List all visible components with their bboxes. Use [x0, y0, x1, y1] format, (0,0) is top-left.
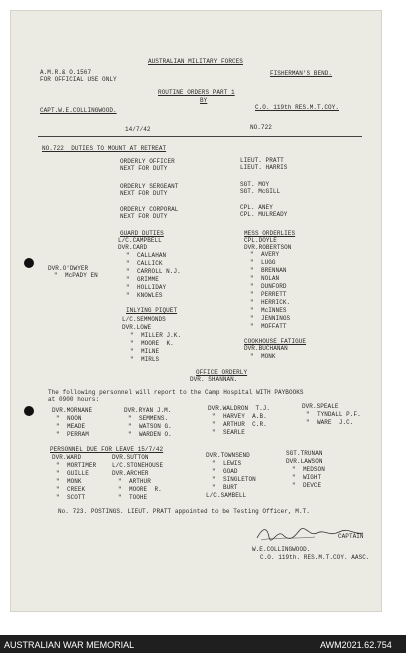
leave-name: SGT.TRUNAN: [286, 450, 323, 457]
leave-name: " MONK: [56, 478, 82, 485]
corporal-name: CPL. ANEY: [240, 204, 273, 211]
sergeant-next-name: SGT. McGILL: [240, 188, 281, 195]
order-number: NO.722: [250, 124, 272, 131]
guard-line: " GRIMME: [126, 276, 159, 283]
hospital-name: " NOON: [56, 415, 82, 422]
location: FISHERMAN'S BEND.: [270, 70, 333, 77]
document-page: [10, 10, 382, 612]
guard-duties-heading: GUARD DUTIES: [120, 230, 164, 237]
leave-name: " MOORE R.: [118, 486, 162, 493]
footer-institution: AUSTRALIAN WAR MEMORIAL: [4, 640, 135, 650]
hospital-name: " WARE J.C.: [306, 419, 354, 426]
leave-name: " MORTIMER: [56, 462, 97, 469]
leave-name: " GOAD: [212, 468, 238, 475]
leave-name: " TOOHE: [118, 494, 148, 501]
guard-left-line: " McPADY EN: [54, 272, 98, 279]
mess-line: " McINNES: [250, 307, 287, 314]
piquet-line: " MIRLS: [130, 356, 160, 363]
hospital-name: DVR.SPEALE: [302, 403, 339, 410]
punch-hole-top: [24, 258, 34, 268]
leave-name: DVR.WARD: [52, 454, 82, 461]
mess-line: " LUGG: [250, 259, 276, 266]
leave-name: DVR.ARCHER: [112, 470, 149, 477]
mess-orderlies-heading: MESS ORDERLIES: [244, 230, 296, 237]
mess-line: " DUNFORD: [250, 283, 287, 290]
piquet-line: " MILLER J.K.: [130, 332, 182, 339]
captain-name: CAPT.W.E.COLLINGWOOD.: [40, 107, 117, 114]
official-use-notice: FOR OFFICIAL USE ONLY: [40, 76, 117, 83]
leave-name: " SINGLETON: [212, 476, 256, 483]
leave-name: " GUILLE: [56, 470, 89, 477]
mess-line: " BRENNAN: [250, 267, 287, 274]
hospital-name: " WARDEN O.: [128, 431, 172, 438]
orderly-corporal: ORDERLY CORPORAL: [120, 206, 179, 213]
cookhouse-line: " MONK: [250, 353, 276, 360]
hospital-notice-line: at 0900 hours:: [48, 396, 100, 403]
guard-line: " KNOWLES: [126, 292, 163, 299]
header-rule: [38, 136, 362, 137]
hospital-name: DVR.MORNANE: [52, 407, 93, 414]
leave-name: DVR.TOWNSEND: [206, 452, 250, 459]
hospital-name: " WATSON G.: [128, 423, 172, 430]
signature-unit: C.O. 119th. RES.M.T.COY. AASC.: [260, 554, 370, 561]
leave-name: DVR.SUTTON: [112, 454, 149, 461]
mess-line: DVR.ROBERTSON: [244, 244, 292, 251]
office-orderly-heading: OFFICE ORDERLY: [196, 369, 248, 376]
officer-next-name: LIEUT. HARRIS: [240, 164, 288, 171]
guard-line: L/C.CAMPBELL: [118, 237, 162, 244]
hospital-name: " SEMMENS.: [128, 415, 169, 422]
piquet-line: L/C.SEMMONDS: [122, 316, 166, 323]
guard-line: " CARROLL N.J.: [126, 268, 181, 275]
duties-heading: NO.722 DUTIES TO MOUNT AT RETREAT: [42, 145, 167, 152]
cookhouse-fatigue-heading: COOKHOUSE FATIGUE: [244, 338, 307, 345]
hospital-notice-line: The following personnel will report to the Camp Hospital WITH PAYBOOKS: [48, 389, 304, 396]
hospital-name: " HARVEY A.B.: [212, 413, 267, 420]
mess-line: " MOFFATT: [250, 323, 287, 330]
routine-orders-heading: ROUTINE ORDERS PART 1: [158, 89, 235, 96]
officer-name: LIEUT. PRATT: [240, 157, 284, 164]
leave-name: " ARTHUR: [118, 478, 151, 485]
orderly-corporal-next: NEXT FOR DUTY: [120, 213, 168, 220]
sergeant-name: SGT. MOY: [240, 181, 270, 188]
leave-name: " CREEK: [56, 486, 86, 493]
leave-name: DVR.LAWSON: [286, 458, 323, 465]
orderly-officer-next: NEXT FOR DUTY: [120, 165, 168, 172]
leave-name: L/C.SAMBELL: [206, 492, 247, 499]
mess-line: " NOLAN: [250, 275, 280, 282]
cookhouse-line: DVR.BUCHANAN: [244, 345, 288, 352]
orderly-sergeant-next: NEXT FOR DUTY: [120, 190, 168, 197]
guard-left-line: DVR.O'DWYER: [48, 265, 89, 272]
signature-rank: CAPTAIN: [338, 533, 364, 540]
corporal-next-name: CPL. MULREADY: [240, 211, 288, 218]
mess-line: " PERRETT: [250, 291, 287, 298]
postings-line: No. 723. POSTINGS. LIEUT. PRATT appointed to be Testing Officer, M.T.: [58, 508, 310, 515]
orderly-officer: ORDERLY OFFICER: [120, 158, 175, 165]
footer-accession-number: AWM2021.62.754: [320, 640, 392, 650]
punch-hole-bottom: [24, 406, 34, 416]
hospital-name: " ARTHUR C.R.: [212, 421, 267, 428]
reference-number: A.M.R.& O.1567: [40, 69, 92, 76]
guard-line: " CALLICK: [126, 260, 163, 267]
hospital-name: " SEARLE: [212, 429, 245, 436]
mess-line: " AVERY: [250, 251, 280, 258]
hospital-name: " PERRAM: [56, 431, 89, 438]
leave-name: " DEVCE: [292, 482, 322, 489]
hospital-name: DVR.WALDRON T.J.: [208, 405, 271, 412]
leave-name: " WIGHT: [292, 474, 322, 481]
leave-name: " LEWIS: [212, 460, 242, 467]
piquet-line: " MILNE: [130, 348, 160, 355]
office-orderly-name: DVR. SHANNAN.: [190, 376, 238, 383]
hospital-name: DVR.RYAN J.M.: [124, 407, 172, 414]
by-label: BY: [200, 97, 208, 104]
hospital-name: " TYNDALL P.F.: [306, 411, 361, 418]
piquet-line: DVR.LOWE: [122, 324, 152, 331]
leave-name: L/C.STONEHOUSE: [112, 462, 164, 469]
mess-line: CPL.DOYLE: [244, 237, 277, 244]
guard-line: DVR.CARD: [118, 244, 148, 251]
mess-line: " JENNINGS: [250, 315, 291, 322]
inlying-piquet-heading: INLYING PIQUET: [126, 307, 178, 314]
piquet-line: " MOORE K.: [130, 340, 174, 347]
order-date: 14/7/42: [125, 126, 151, 133]
leave-heading: PERSONNEL DUE FOR LEAVE 15/7/42: [50, 446, 164, 453]
orderly-sergeant: ORDERLY SERGEANT: [120, 183, 179, 190]
leave-name: " SCOTT: [56, 494, 86, 501]
guard-line: " CALLAHAN: [126, 252, 167, 259]
guard-line: " HOLLIDAY: [126, 284, 167, 291]
hospital-name: " MEADE: [56, 423, 86, 430]
document-title: AUSTRALIAN MILITARY FORCES: [148, 58, 243, 65]
leave-name: " BURT: [212, 484, 238, 491]
commanding-officer: C.O. 119th RES.M.T.COY.: [255, 104, 339, 111]
leave-name: " MEDSON: [292, 466, 325, 473]
signature-name: W.E.COLLINGWOOD.: [252, 546, 311, 553]
mess-line: " HERRICK.: [250, 299, 291, 306]
